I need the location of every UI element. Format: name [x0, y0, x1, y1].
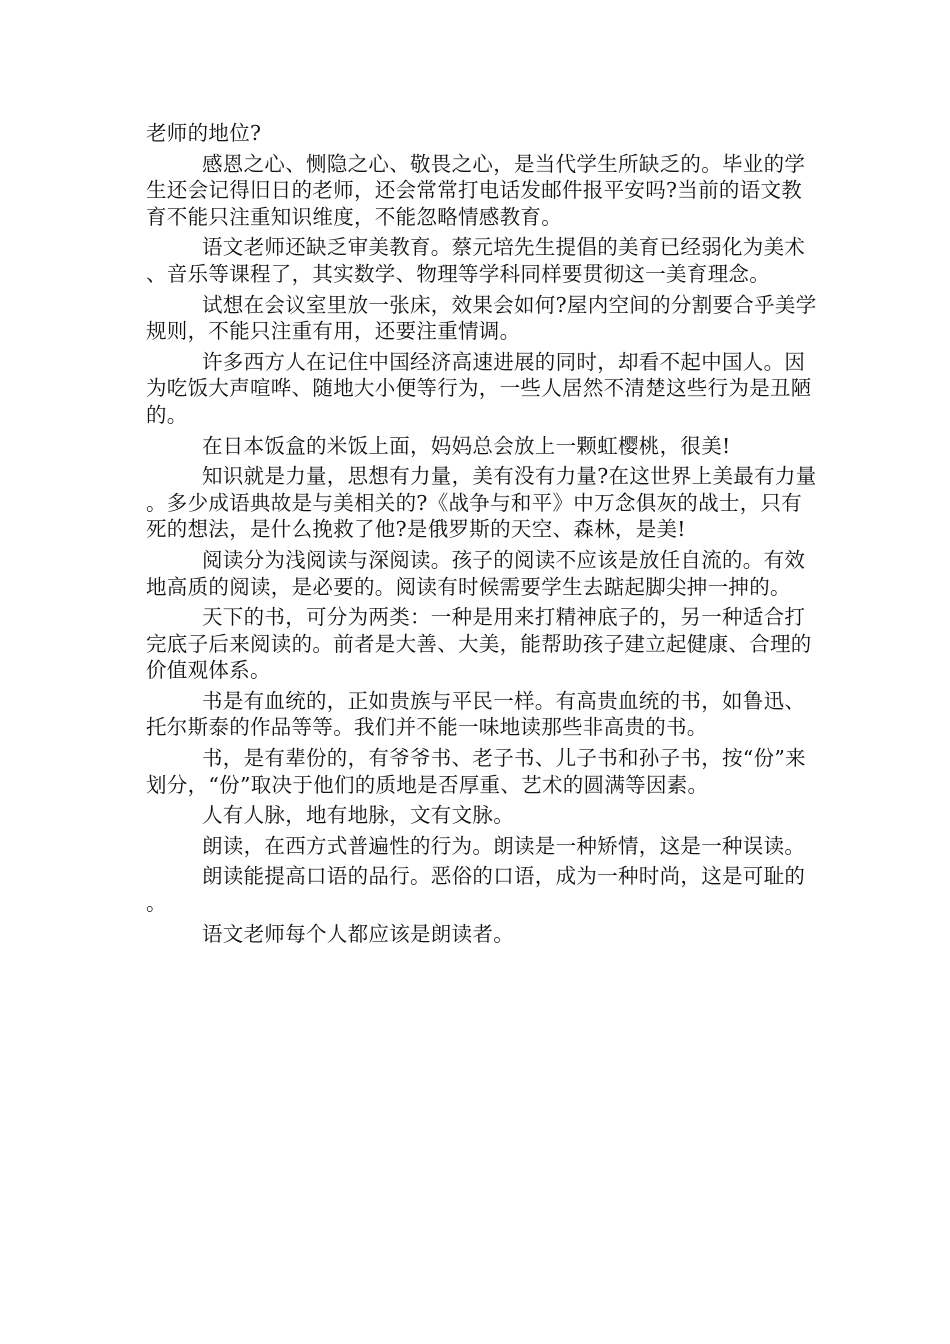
document-body	[146, 120, 820, 951]
paragraph-10: 书是有血统的，正如贵族与平民一样。有高贵血统的书，如鲁迅、托尔斯泰的作品等等。我们并不能一味地读那些非高贵的书。	[146, 688, 806, 740]
paragraph-8: 阅读分为浅阅读与深阅读。孩子的阅读不应该是放任自流的。有效地高质的阅读，是必要的。阅读有时候需要学生去踮起脚尖抻一抻的。	[146, 547, 806, 599]
paragraph-13: 朗读，在西方式普遍性的行为。朗读是一种矫情，这是一种误读。	[202, 833, 806, 858]
paragraph-3: 语文老师还缺乏审美教育。蔡元培先生提倡的美育已经弱化为美术、音乐等课程了，其实数学、物理等学科同样要贯彻这一美育理念。	[146, 235, 806, 286]
paragraph-14: 朗读能提高口语的品行。恶俗的口语，成为一种时尚，这是可耻的。	[146, 864, 806, 916]
paragraph-1: 老师的地位?	[146, 121, 262, 145]
paragraph-6: 在日本饭盒的米饭上面，妈妈总会放上一颗虹樱桃，很美!	[202, 433, 731, 458]
paragraph-2: 感恩之心、恻隐之心、敬畏之心，是当代学生所缺乏的。毕业的学生还会记得旧日的老师，还会常常打电话发邮件报平安吗?当前的语文教育不能只注重知识维度，不能忽略情感教育。	[146, 151, 806, 229]
paragraph-5: 许多西方人在记住中国经济高速进展的同时，却看不起中国人。因为吃饭大声喧哗、随地大小便等行为，一些人居然不清楚这些行为是丑陋的。	[146, 349, 812, 427]
paragraph-15: 语文老师每个人都应该是朗读者。	[202, 921, 514, 946]
paragraph-9: 天下的书，可分为两类：一种是用来打精神底子的，另一种适合打完底子后来阅读的。前者是大善、大美，能帮助孩子建立起健康、合理的价值观体系。	[146, 605, 812, 683]
paragraph-4: 试想在会议室里放一张床，效果会如何?屋内空间的分割要合乎美学规则，不能只注重有用，还要注重情调。	[146, 292, 817, 344]
paragraph-12: 人有人脉，地有地脉，文有文脉。	[202, 803, 514, 828]
paragraph-7: 知识就是力量，思想有力量，美有没有力量?在这世界上美最有力量。多少成语典故是与美相关的?《战争与和平》中万念俱灰的战士，只有死的想法，是什么挽救了他?是俄罗斯的天空、森林，是美!	[146, 464, 817, 542]
paragraph-11: 书，是有辈份的，有爷爷书、老子书、儿子书和孙子书，按“份”来划分，“份”取决于他们的质地是否厚重、艺术的圆满等因素。	[146, 746, 806, 797]
